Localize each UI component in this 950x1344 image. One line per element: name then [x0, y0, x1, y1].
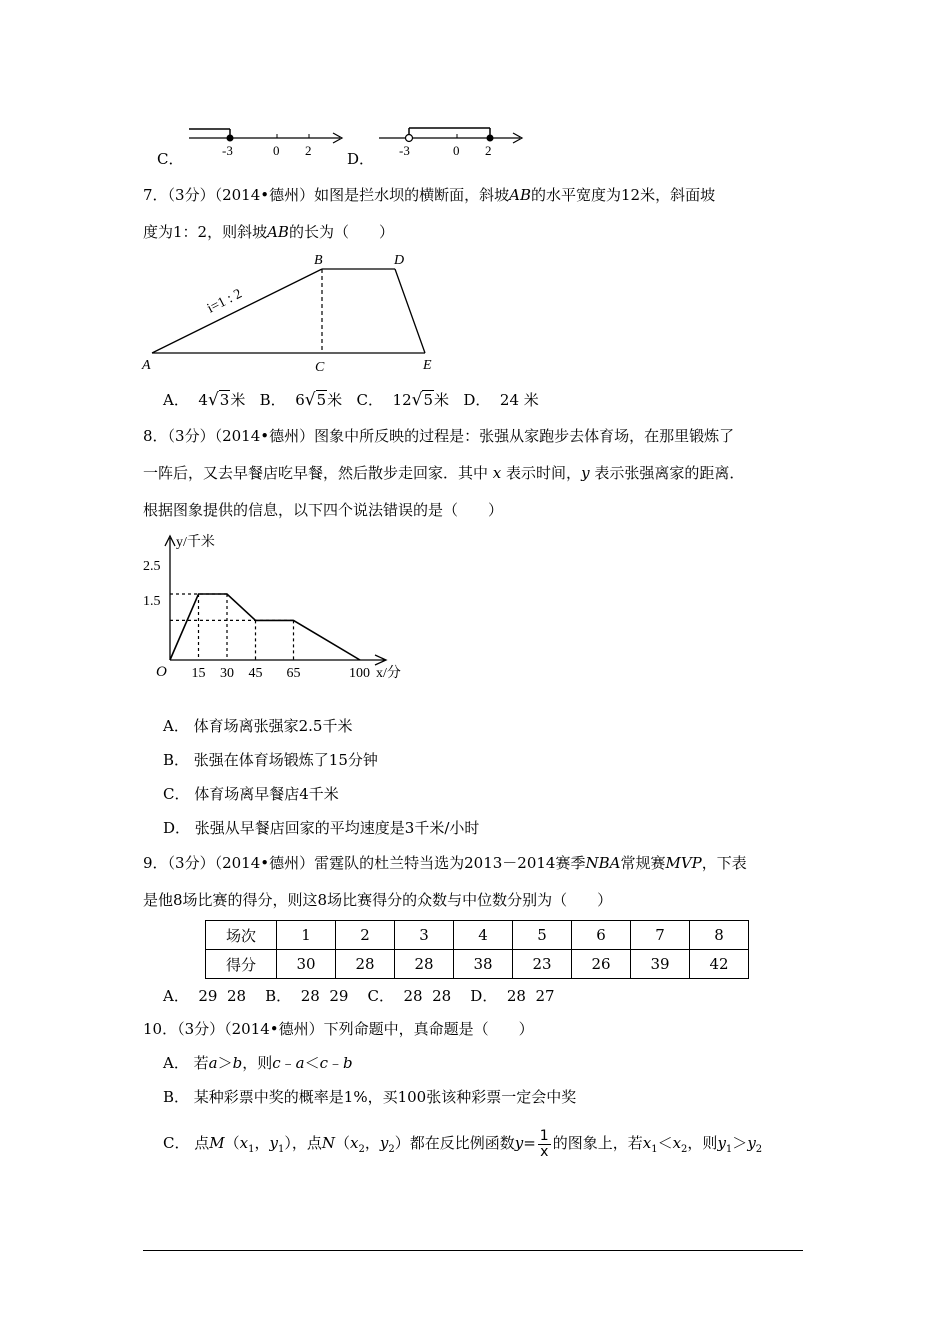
- q6-d-tick-0: 0: [453, 143, 460, 158]
- q9-options: A． 29 28 B． 28 29 C． 28 28 D． 28 27: [163, 987, 555, 1005]
- q6-option-d-label: D．: [347, 150, 375, 168]
- q8-origin-label: O: [156, 664, 167, 680]
- q6-option-d-number-line: [375, 124, 535, 164]
- q9-scores-table: [205, 920, 749, 979]
- table-row: [206, 921, 749, 950]
- q8-y-axis-label: y/千米: [176, 535, 215, 550]
- q10-stem: 10．（3分）（2014•德州）下列命题中，真命题是（ ）: [143, 1020, 534, 1038]
- table-cell: 8: [690, 921, 749, 950]
- q10-option-b: B． 某种彩票中奖的概率是1%，买100张该种彩票一定会中奖: [163, 1088, 577, 1106]
- q6-option-c-number-line: [185, 124, 355, 164]
- q8-xtick-30: 30: [220, 666, 234, 681]
- q6-d-tick-2: 2: [485, 143, 492, 158]
- q8-option-d: D． 张强从早餐店回家的平均速度是3千米/小时: [163, 819, 480, 837]
- q8-xtick-15: 15: [191, 666, 206, 681]
- q6-c-tick-0: 0: [273, 143, 280, 158]
- q10-option-a: A． 若a＞b，则c﹣a＜c﹣b: [163, 1054, 353, 1072]
- q8-ytick-2.5: 2.5: [143, 559, 161, 574]
- table-header-cell: 场次: [206, 921, 277, 950]
- table-header-cell: 得分: [206, 950, 277, 979]
- footer-divider: [143, 1250, 803, 1251]
- table-cell: 5: [513, 921, 572, 950]
- table-cell: 6: [572, 921, 631, 950]
- q8-option-b: B． 张强在体育场锻炼了15分钟: [163, 751, 378, 769]
- q7-options: A． 4√3米 B． 6√5米 C． 12√5米 D． 24 米: [163, 390, 539, 410]
- table-cell: 42: [690, 950, 749, 979]
- q8-x-axis-label: x/分: [376, 666, 401, 681]
- q8-stem-line3: 根据图象提供的信息，以下四个说法错误的是（ ）: [143, 501, 504, 519]
- table-cell: 26: [572, 950, 631, 979]
- q8-xtick-45: 45: [248, 666, 263, 681]
- q6-c-tick-neg3: -3: [222, 143, 233, 158]
- q7-label-c: C: [315, 360, 325, 375]
- q7-stem-line2: 度为1：2，则斜坡AB的长为（ ）: [143, 223, 394, 241]
- q8-xtick-65: 65: [286, 666, 301, 681]
- table-cell: 30: [277, 950, 336, 979]
- q7-label-b: B: [314, 253, 323, 268]
- table-cell: 3: [395, 921, 454, 950]
- q9-stem-line1: 9．（3分）（2014•德州）雷霆队的杜兰特当选为2013－2014赛季NBA常规赛MVP，下表: [143, 854, 747, 872]
- q6-d-tick-neg3: -3: [399, 143, 410, 158]
- q8-xtick-100: 100: [349, 666, 370, 681]
- q8-ytick-1.5: 1.5: [143, 594, 161, 609]
- table-cell: 39: [631, 950, 690, 979]
- table-cell: 2: [336, 921, 395, 950]
- table-cell: 7: [631, 921, 690, 950]
- table-cell: 4: [454, 921, 513, 950]
- q9-stem-line2: 是他8场比赛的得分，则这8场比赛得分的众数与中位数分别为（ ）: [143, 891, 613, 909]
- q6-c-tick-2: 2: [305, 143, 312, 158]
- q7-label-e: E: [423, 358, 432, 373]
- q8-option-c: C． 体育场离早餐店4千米: [163, 785, 339, 803]
- q7-label-d: D: [394, 253, 405, 268]
- table-row: [206, 950, 749, 979]
- table-cell: 1: [277, 921, 336, 950]
- q8-stem-line2: 一阵后，又去早餐店吃早餐，然后散步走回家．其中 x 表示时间，y 表示张强离家的距离．: [143, 464, 745, 482]
- table-cell: 23: [513, 950, 572, 979]
- q7-label-a: A: [142, 358, 151, 373]
- q10-option-c: C． 点$M(x_1$，$y_1$），点$N(x_2$，$y_2$）都在反比例函数y= $\frac{1}{x}$ 的图象上，若$x_1<x_2$，则$y_1>y_2$: [163, 1127, 763, 1160]
- q8-distance-time-graph: [140, 530, 420, 690]
- table-cell: 28: [395, 950, 454, 979]
- q8-stem-line1: 8．（3分）（2014•德州）图象中所反映的过程是：张强从家跑步去体育场，在那里锻炼了: [143, 427, 735, 445]
- fraction-one-over-x: $\frac{1}{x}$: [539, 1127, 549, 1160]
- q7-slope-label: i=1 : 2: [205, 286, 245, 317]
- table-cell: 38: [454, 950, 513, 979]
- q8-option-a: A． 体育场离张强家2.5千米: [163, 717, 353, 735]
- table-cell: 28: [336, 950, 395, 979]
- q7-stem-line1: 7．（3分）（2014•德州）如图是拦水坝的横断面，斜坡AB的水平宽度为12米，斜面坡: [143, 186, 716, 204]
- q6-option-c-label: C．: [157, 150, 184, 168]
- q7-dam-cross-section: [140, 248, 450, 378]
